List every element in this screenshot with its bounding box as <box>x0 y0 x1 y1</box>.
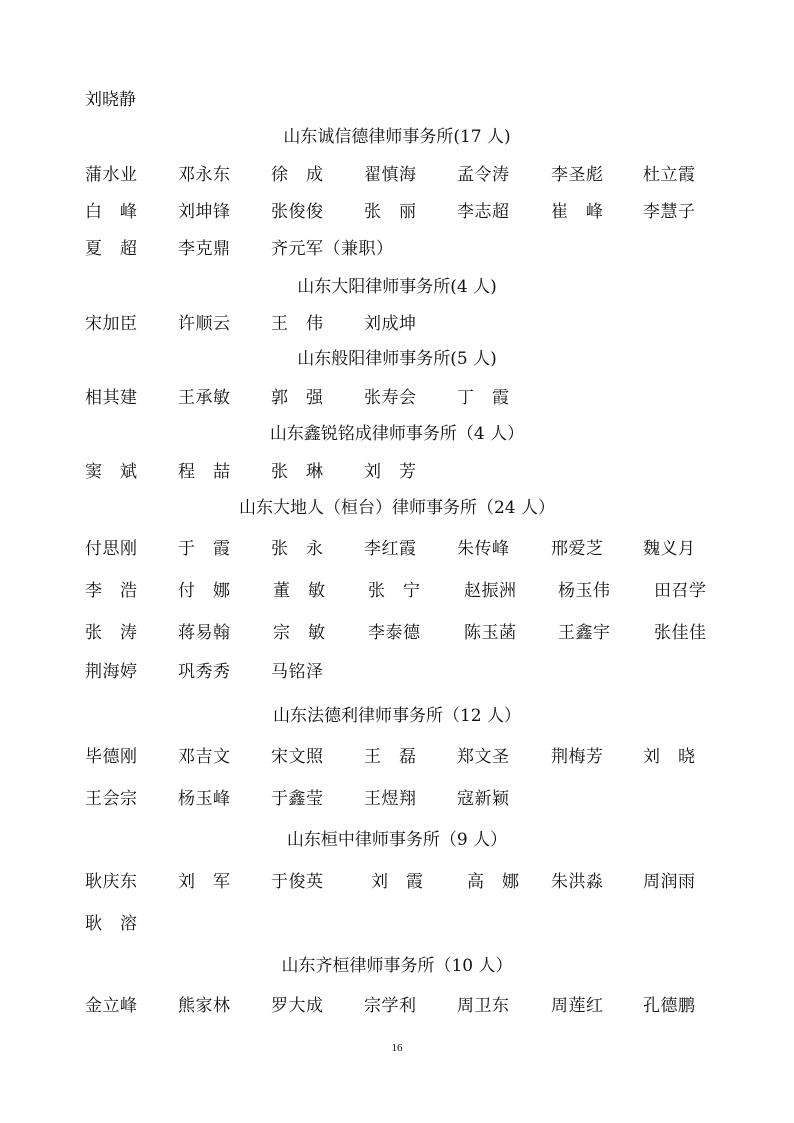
lawyer-name: 杨玉峰 <box>178 789 231 809</box>
lawyer-name: 金立峰 <box>85 996 138 1016</box>
lawyer-name: 朱洪淼 <box>551 872 604 892</box>
lawyer-name: 王鑫宇 <box>558 623 611 643</box>
lawyer-name: 李志超 <box>457 202 510 222</box>
carryover-name: 刘晓静 <box>85 90 136 110</box>
lawyer-name: 刘 芳 <box>364 462 417 482</box>
lawyer-name: 邓永东 <box>178 165 231 185</box>
lawyer-name: 荆梅芳 <box>551 747 604 767</box>
lawyer-name: 马铭泽 <box>271 662 324 682</box>
lawyer-name: 刘 霞 <box>371 872 424 892</box>
lawyer-name: 魏义月 <box>643 539 696 559</box>
lawyer-name: 于 霞 <box>178 539 231 559</box>
lawyer-name: 董 敏 <box>273 581 326 601</box>
name-row <box>0 871 794 893</box>
lawyer-name: 于俊英 <box>271 872 324 892</box>
lawyer-name: 白 峰 <box>85 202 138 222</box>
lawyer-name: 徐 成 <box>271 165 324 185</box>
lawyer-name: 丁 霞 <box>457 388 510 408</box>
lawyer-name: 杨玉伟 <box>558 581 611 601</box>
lawyer-name: 刘成坤 <box>364 314 417 334</box>
name-row <box>0 995 794 1017</box>
lawyer-name: 荆海婷 <box>85 662 138 682</box>
lawyer-name: 张俊俊 <box>271 202 324 222</box>
lawyer-name: 邢爱芝 <box>551 539 604 559</box>
lawyer-name: 高 娜 <box>467 872 520 892</box>
lawyer-name: 张 琳 <box>271 462 324 482</box>
lawyer-name: 付思刚 <box>85 539 138 559</box>
lawyer-name: 付 娜 <box>178 581 231 601</box>
lawyer-name: 李圣彪 <box>551 165 604 185</box>
lawyer-name: 郭 强 <box>271 388 324 408</box>
name-row <box>0 746 794 768</box>
lawyer-name: 窦 斌 <box>85 462 138 482</box>
lawyer-name: 邓吉文 <box>178 747 231 767</box>
lawyer-name: 蒲水业 <box>85 165 138 185</box>
lawyer-name: 蒋易翰 <box>178 623 231 643</box>
name-row <box>0 622 794 644</box>
lawyer-name: 刘坤锋 <box>178 202 231 222</box>
lawyer-name: 崔 峰 <box>551 202 604 222</box>
name-row <box>0 913 794 935</box>
lawyer-name: 罗大成 <box>271 996 324 1016</box>
firm-heading: 山东桓中律师事务所（9 人） <box>286 830 508 850</box>
lawyer-name: 孟令涛 <box>457 165 510 185</box>
lawyer-name: 翟慎海 <box>364 165 417 185</box>
name-row <box>0 313 794 335</box>
lawyer-name: 宋加臣 <box>85 314 138 334</box>
firm-heading: 山东诚信德律师事务所(17 人) <box>283 127 511 147</box>
lawyer-name: 杜立霞 <box>643 165 696 185</box>
lawyer-name: 田召学 <box>654 581 707 601</box>
firm-heading: 山东齐桓律师事务所（10 人） <box>281 956 513 976</box>
lawyer-name: 李 浩 <box>85 581 138 601</box>
lawyer-name: 朱传峰 <box>457 539 510 559</box>
lawyer-name: 陈玉菡 <box>464 623 517 643</box>
lawyer-name: 夏 超 <box>85 239 138 259</box>
lawyer-name: 耿庆东 <box>85 872 138 892</box>
lawyer-name: 耿 溶 <box>85 914 138 934</box>
firm-heading: 山东大阳律师事务所(4 人) <box>297 277 497 297</box>
name-row <box>0 201 794 223</box>
lawyer-name: 寇新颖 <box>457 789 510 809</box>
lawyer-name: 周莲红 <box>551 996 604 1016</box>
lawyer-name: 张 宁 <box>368 581 421 601</box>
lawyer-name: 巩秀秀 <box>178 662 231 682</box>
lawyer-name: 张 涛 <box>85 623 138 643</box>
lawyer-name: 张 永 <box>271 539 324 559</box>
lawyer-name: 周润雨 <box>643 872 696 892</box>
lawyer-name: 齐元军（兼职） <box>271 239 394 259</box>
name-row <box>0 164 794 186</box>
firm-heading: 山东鑫锐铭成律师事务所（4 人） <box>269 424 525 444</box>
lawyer-name: 张寿会 <box>364 388 417 408</box>
lawyer-name: 宗学利 <box>364 996 417 1016</box>
firm-heading: 山东法德利律师事务所（12 人） <box>272 706 522 726</box>
firm-heading: 山东大地人（桓台）律师事务所（24 人） <box>238 498 556 518</box>
lawyer-name: 张 丽 <box>364 202 417 222</box>
lawyer-name: 周卫东 <box>457 996 510 1016</box>
firm-heading: 山东般阳律师事务所(5 人) <box>297 349 497 369</box>
lawyer-name: 宋文照 <box>271 747 324 767</box>
name-row <box>0 788 794 810</box>
lawyer-name: 刘 军 <box>178 872 231 892</box>
lawyer-name: 熊家林 <box>178 996 231 1016</box>
lawyer-name: 宗 敏 <box>273 623 326 643</box>
lawyer-name: 于鑫莹 <box>271 789 324 809</box>
lawyer-name: 李泰德 <box>368 623 421 643</box>
lawyer-name: 李慧子 <box>643 202 696 222</box>
lawyer-name: 王会宗 <box>85 789 138 809</box>
name-row <box>0 461 794 483</box>
lawyer-name: 王 伟 <box>271 314 324 334</box>
lawyer-name: 毕德刚 <box>85 747 138 767</box>
lawyer-name: 郑文圣 <box>457 747 510 767</box>
lawyer-name: 许顺云 <box>178 314 231 334</box>
name-row <box>0 538 794 560</box>
name-row <box>0 580 794 602</box>
name-row <box>0 238 794 260</box>
lawyer-name: 相其建 <box>85 388 138 408</box>
lawyer-name: 赵振洲 <box>464 581 517 601</box>
name-row <box>0 661 794 683</box>
page-number: 16 <box>391 1042 403 1054</box>
lawyer-name: 张佳佳 <box>654 623 707 643</box>
lawyer-name: 王 磊 <box>364 747 417 767</box>
lawyer-name: 程 喆 <box>178 462 231 482</box>
lawyer-name: 刘 晓 <box>643 747 696 767</box>
name-row <box>0 387 794 409</box>
lawyer-name: 李克鼎 <box>178 239 231 259</box>
lawyer-name: 王承敏 <box>178 388 231 408</box>
lawyer-name: 李红霞 <box>364 539 417 559</box>
lawyer-name: 王煜翔 <box>364 789 417 809</box>
lawyer-name: 孔德鹏 <box>643 996 696 1016</box>
